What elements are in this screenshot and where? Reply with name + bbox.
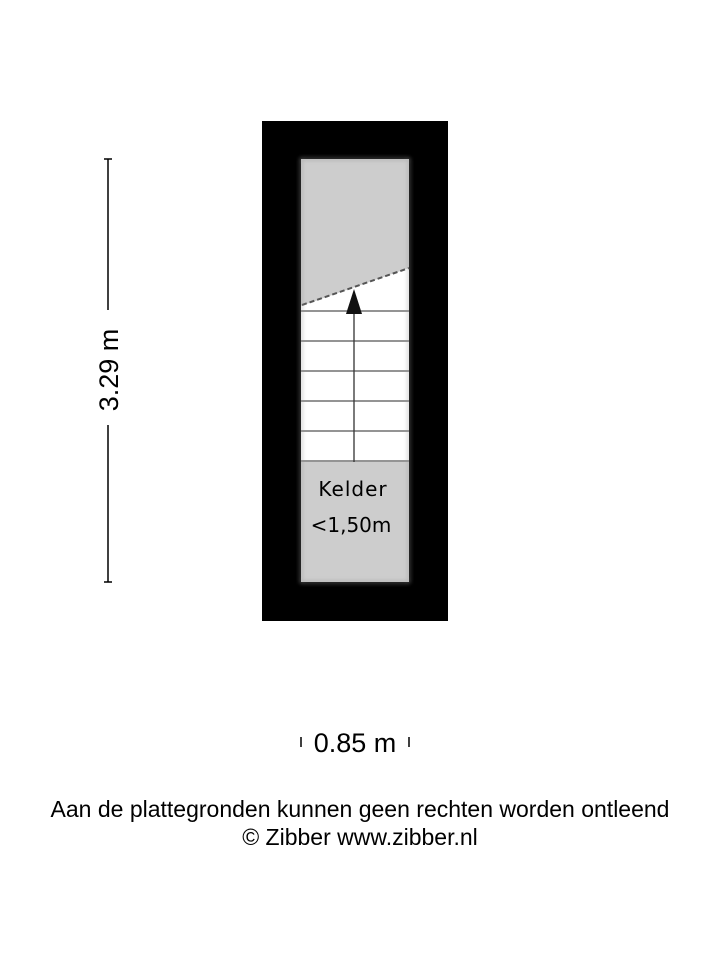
width-dimension-label: 0.85 m	[313, 728, 397, 758]
length-dimension-label: 3.29 m	[94, 328, 124, 412]
room-height-note: <1,50m	[310, 513, 392, 537]
copyright-text: © Zibber www.zibber.nl	[242, 824, 478, 850]
room-name: Kelder	[318, 477, 388, 501]
disclaimer-text: Aan de plattegronden kunnen geen rechten worden ontleend	[50, 796, 670, 822]
